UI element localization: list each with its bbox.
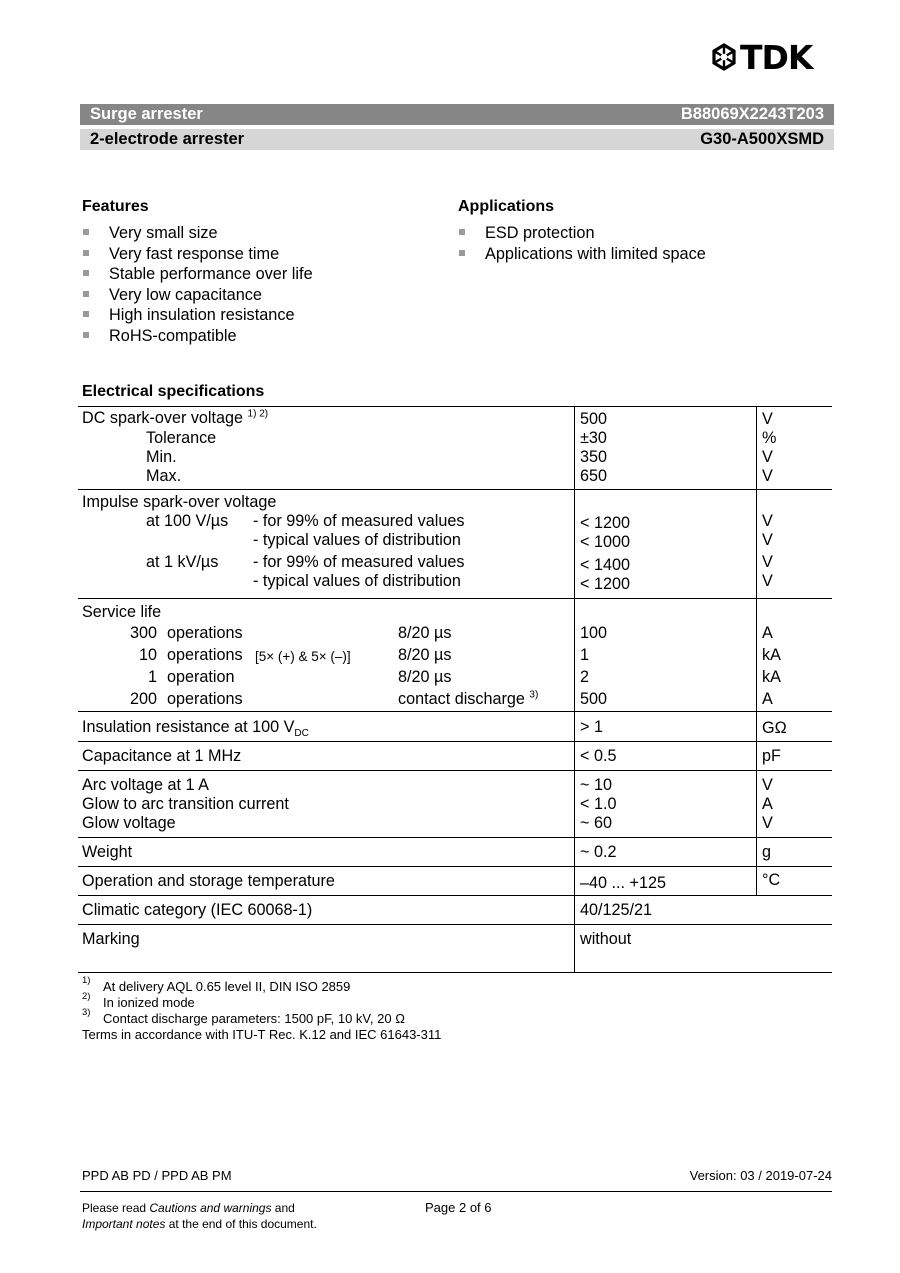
tdk-emblem-icon [710,43,738,71]
service-count-3: 1 [147,668,157,686]
features-item [82,305,313,326]
footnote-1-text: At delivery AQL 0.65 level II, DIN ISO 2859 [103,979,351,994]
service-unit-2: kA [762,646,781,664]
weight-value: ~ 0.2 [580,843,617,861]
features-item-label: Very small size [109,224,218,242]
header-bar-secondary [80,129,834,150]
glow-voltage-unit: V [762,814,773,832]
features-item-label: Very fast response time [109,244,280,263]
weight-unit: g [762,843,772,861]
dc-nominal-value: 500 [580,410,608,428]
service-ops-1: operations [167,624,243,642]
applications-item [458,244,706,265]
applications-heading: Applications [458,198,555,215]
dc-min-unit: V [762,448,773,466]
bullet-square-icon [83,291,89,297]
temperature-value: –40 ... +125 [580,874,666,892]
footer-caution-note: Please read Cautions and warnings and Important notes at the end of this document. [82,1201,317,1231]
table-row-marking [78,925,832,973]
impulse-cond-typ-b: - typical values of distribution [253,572,461,590]
table-row-dc-sparkover [78,406,832,490]
service-value-4: 500 [580,690,608,708]
marking-label: Marking [82,930,140,948]
table-row-weight [78,838,832,867]
features-item [82,223,313,244]
impulse-cond-99-b: - for 99% of measured values [253,553,465,571]
arc-voltage-label: Arc voltage at 1 A [82,776,209,794]
applications-item-label: Applications with limited space [485,244,706,263]
table-row-temperature [78,867,832,896]
bullet-square-icon [83,270,89,276]
impulse-label: Impulse spark-over voltage [82,493,277,511]
features-item [82,326,313,347]
impulse-unit-4: V [762,572,773,590]
service-value-3: 2 [580,668,590,686]
dc-tolerance-label: Tolerance [146,429,217,447]
applications-item [458,223,706,244]
impulse-value-2: < 1000 [580,533,630,551]
table-row-insulation [78,712,832,742]
bullet-square-icon [83,229,89,235]
product-subtitle: 2-electrode arrester [90,130,245,148]
service-value-1: 100 [580,624,608,642]
dc-footnote-ref: 1) 2) [247,408,269,420]
table-row-capacitance [78,742,832,771]
service-count-1: 300 [129,624,157,642]
dc-tolerance-unit: % [762,429,777,447]
impulse-unit-1: V [762,512,773,530]
glow-voltage-value: ~ 60 [580,814,612,832]
table-row-arc [78,771,832,838]
dc-max-value: 650 [580,467,608,485]
glow-arc-current-unit: A [762,795,773,813]
impulse-cond-99-a: - for 99% of measured values [253,512,465,530]
arc-voltage-value: ~ 10 [580,776,612,794]
impulse-rate-100: at 100 V/µs [146,512,229,530]
footnote-2-number: 2) [82,991,91,1002]
service-pulse-1: 8/20 µs [398,624,452,642]
features-item [82,264,313,285]
service-value-2: 1 [580,646,590,664]
service-polarity-note: [5× (+) & 5× (–)] [255,649,351,664]
footnote-1-number: 1) [82,975,91,986]
table-row-climatic [78,896,832,925]
impulse-unit-3: V [762,553,773,571]
features-item [82,285,313,306]
terms-note: Terms in accordance with ITU-T Rec. K.12 and IEC 61643-311 [82,1027,442,1042]
product-model: G30-A500XSMD [700,130,824,148]
dc-tolerance-value: ±30 [580,429,607,447]
applications-item-label: ESD protection [485,224,595,242]
capacitance-unit: pF [762,747,781,765]
impulse-unit-2: V [762,531,773,549]
footer-version: Version: 03 / 2019-07-24 [689,1168,832,1183]
temperature-unit: °C [762,871,781,889]
climatic-label: Climatic category (IEC 60068-1) [82,901,313,919]
service-unit-3: kA [762,668,781,686]
dc-max-unit: V [762,467,773,485]
contact-discharge-footnote-ref: 3) [529,689,539,701]
service-count-4: 200 [129,690,157,708]
features-item [82,244,313,265]
impulse-value-3: < 1400 [580,556,630,574]
impulse-cond-typ-a: - typical values of distribution [253,531,461,549]
glow-arc-current-label: Glow to arc transition current [82,795,289,813]
order-code: B88069X2243T203 [680,105,824,123]
service-pulse-4: contact discharge $^{3)}$ [398,689,539,708]
dc-sparkover-label: DC spark-over voltage $^{1) 2)}$ [82,408,269,427]
footnote-3-number: 3) [82,1007,91,1018]
product-type: Surge arrester [90,105,203,123]
bullet-square-icon [459,229,465,235]
dc-max-label: Max. [146,467,182,485]
footer-rule [80,1191,832,1192]
capacitance-value: < 0.5 [580,747,617,765]
glow-voltage-label: Glow voltage [82,814,176,832]
dc-nominal-unit: V [762,410,773,428]
applications-list [458,223,706,264]
insulation-label: Insulation resistance at 100 $V_{DC}$ [82,718,309,740]
insulation-label-subscript: DC [294,728,309,740]
footer-department: PPD AB PD / PPD AB PM [82,1168,232,1183]
capacitance-label: Capacitance at 1 MHz [82,747,242,765]
service-ops-4: operations [167,690,243,708]
service-life-label: Service life [82,603,162,621]
insulation-unit: GΩ [762,719,787,737]
features-list [82,223,313,346]
service-count-2: 10 [138,646,157,664]
service-pulse-3: 8/20 µs [398,668,452,686]
dc-min-value: 350 [580,448,608,466]
bullet-square-icon [83,332,89,338]
specs-heading: Electrical specifications [82,383,265,400]
service-ops-2: operations [167,646,243,664]
bullet-square-icon [83,311,89,317]
impulse-rate-1k: at 1 kV/µs [146,553,219,571]
features-heading: Features [82,198,149,215]
dc-min-label: Min. [146,448,177,466]
header-bar-primary [80,104,834,125]
tdk-logo [710,38,838,77]
climatic-value: 40/125/21 [580,901,653,919]
brand-name: TDK [740,38,813,77]
impulse-value-1: < 1200 [580,514,630,532]
table-row-service-life [78,599,832,712]
marking-value: without [580,930,632,948]
table-row-impulse-sparkover [78,490,832,599]
arc-voltage-unit: V [762,776,773,794]
page-number: Page 2 of 6 [425,1200,492,1215]
features-item-label: Stable performance over life [109,265,313,283]
features-item-label: RoHS-compatible [109,326,237,345]
features-item-label: Very low capacitance [109,285,262,304]
bullet-square-icon [83,250,89,256]
features-item-label: High insulation resistance [109,306,295,324]
impulse-value-4: < 1200 [580,575,630,593]
service-ops-3: operation [167,668,235,686]
insulation-value: > 1 [580,718,603,736]
weight-label: Weight [82,843,133,861]
service-pulse-2: 8/20 µs [398,646,452,664]
service-unit-4: A [762,690,773,708]
glow-arc-current-value: < 1.0 [580,795,617,813]
temperature-label: Operation and storage temperature [82,872,335,890]
footnote-3-text: Contact discharge parameters: 1500 pF, 10 kV, 20 Ω [103,1011,405,1026]
service-unit-1: A [762,624,773,642]
footnote-2-text: In ionized mode [103,995,195,1010]
bullet-square-icon [459,250,465,256]
